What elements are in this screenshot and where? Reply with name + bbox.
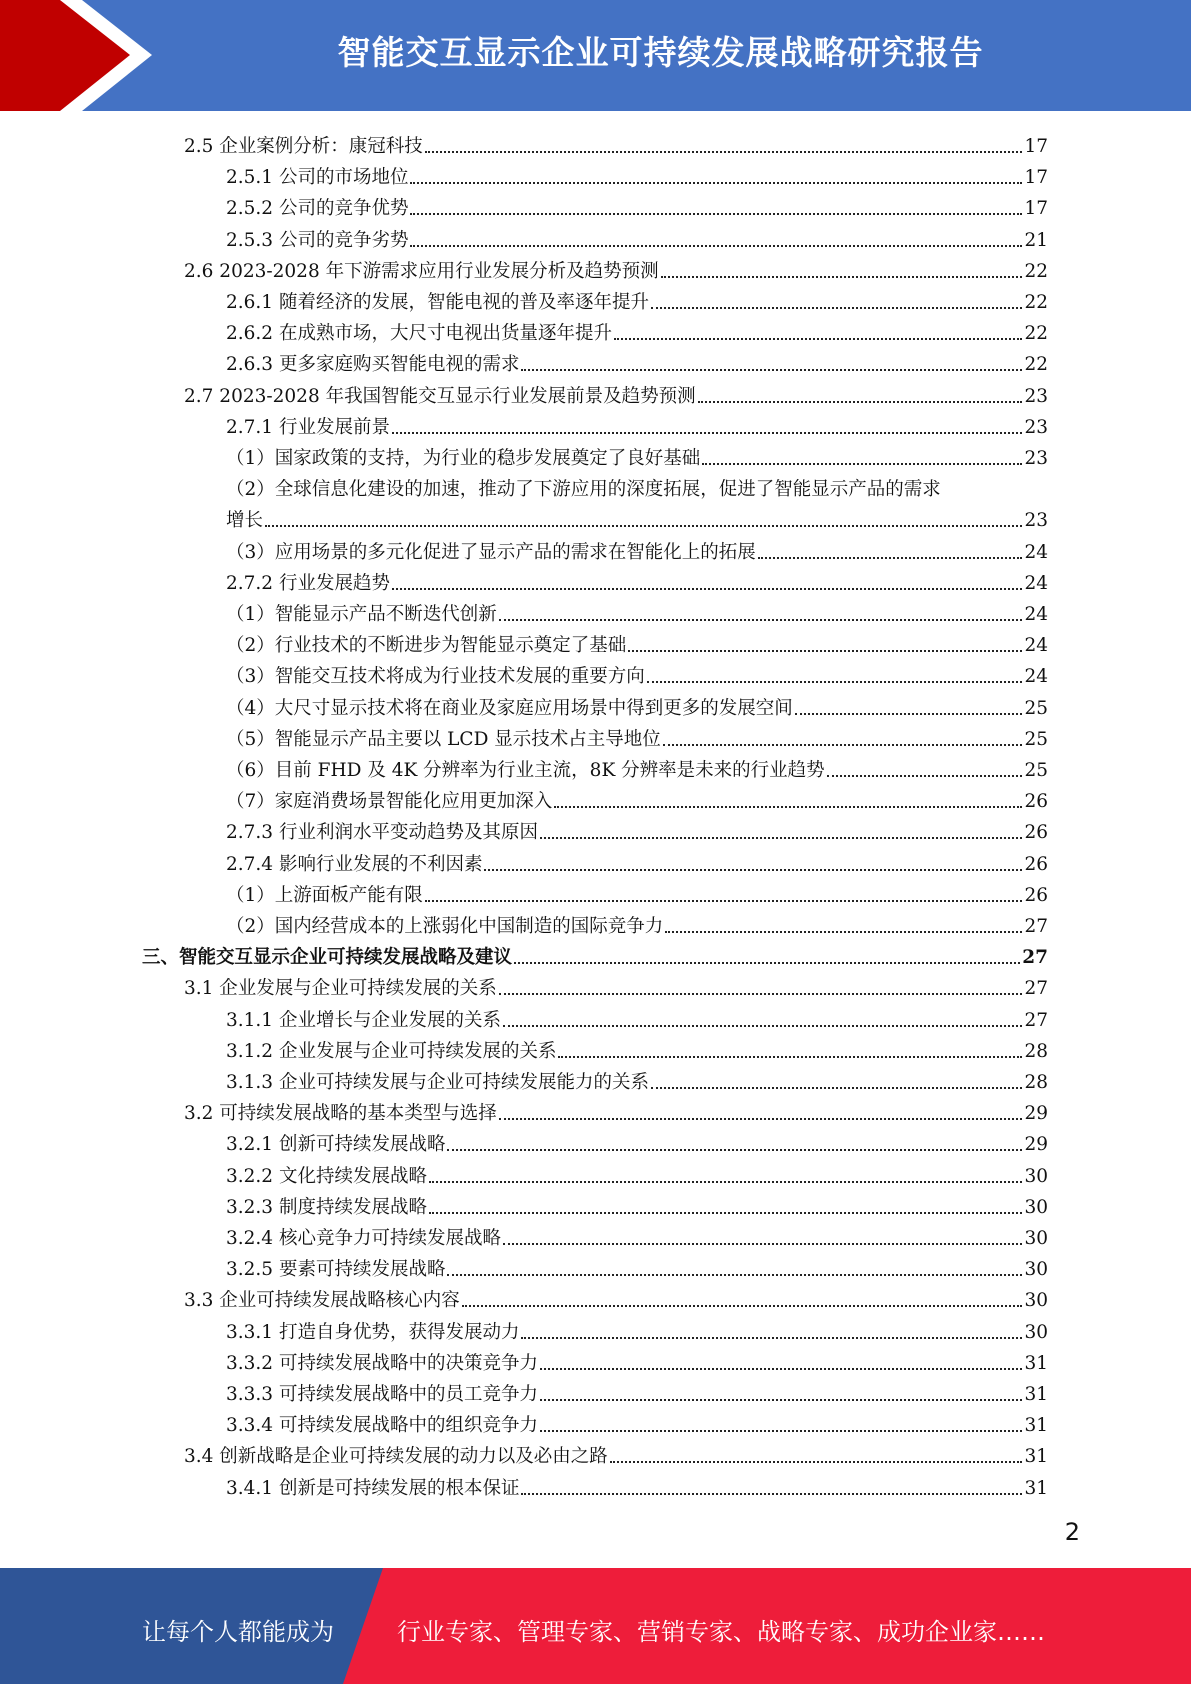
toc-entry-title: 3.3.1 打造自身优势，获得发展动力 bbox=[226, 1321, 520, 1343]
toc-entry-page: 22 bbox=[1024, 354, 1048, 376]
toc-entry-page: 31 bbox=[1024, 1446, 1048, 1468]
toc-entry[interactable] bbox=[226, 345, 1048, 376]
toc-entry-title: 2.5 企业案例分析：康冠科技 bbox=[184, 136, 423, 157]
toc-entry-page: 24 bbox=[1024, 635, 1048, 657]
toc-entry[interactable] bbox=[226, 845, 1048, 876]
toc-entry[interactable] bbox=[226, 1032, 1048, 1063]
toc-entry-page: 31 bbox=[1024, 1477, 1048, 1499]
toc-entry-page: 24 bbox=[1024, 541, 1048, 563]
toc-entry-page: 22 bbox=[1024, 323, 1048, 345]
toc-entry-title: 3.3.2 可持续发展战略中的决策竞争力 bbox=[226, 1352, 538, 1374]
toc-entry-page: 22 bbox=[1024, 292, 1048, 313]
footer-slogan-left: 让每个人都能成为 bbox=[142, 1618, 334, 1646]
toc-entry[interactable] bbox=[226, 1188, 1048, 1219]
toc-entry-title: （5）智能显示产品主要以 LCD 显示技术占主导地位 bbox=[226, 728, 661, 750]
toc-entry[interactable] bbox=[184, 127, 1048, 158]
toc-entry-page: 24 bbox=[1024, 572, 1048, 594]
toc-entry[interactable] bbox=[184, 969, 1048, 1000]
toc-entry-page: 25 bbox=[1024, 697, 1048, 719]
toc-entry-title: 3.3.3 可持续发展战略中的员工竞争力 bbox=[226, 1384, 538, 1405]
toc-entry[interactable] bbox=[184, 252, 1048, 283]
toc-entry[interactable] bbox=[226, 1125, 1048, 1156]
toc-entry-page: 23 bbox=[1024, 510, 1048, 532]
toc-dot-leader bbox=[462, 1305, 1023, 1307]
toc-entry-page: 26 bbox=[1024, 853, 1048, 875]
page-number: 2 bbox=[1064, 1518, 1080, 1546]
toc-entry[interactable] bbox=[142, 938, 1048, 969]
toc-entry-page: 31 bbox=[1024, 1352, 1048, 1374]
toc-dot-leader bbox=[521, 1337, 1022, 1339]
toc-entry-page: 26 bbox=[1024, 884, 1048, 906]
toc-entry-page: 31 bbox=[1024, 1384, 1048, 1405]
toc-entry-page: 25 bbox=[1024, 728, 1048, 750]
toc-dot-leader bbox=[663, 744, 1023, 746]
page-header bbox=[0, 0, 1191, 111]
toc-entry[interactable] bbox=[226, 1157, 1048, 1188]
toc-dot-leader bbox=[540, 1399, 1022, 1401]
toc-entry-title: 3.1.1 企业增长与企业发展的关系 bbox=[226, 1009, 501, 1031]
toc-entry[interactable] bbox=[184, 377, 1048, 408]
toc-entry[interactable] bbox=[226, 408, 1048, 439]
toc-entry-page: 29 bbox=[1024, 1103, 1048, 1125]
toc-dot-leader bbox=[499, 993, 1023, 995]
toc-dot-leader bbox=[827, 775, 1023, 777]
toc-dot-leader bbox=[628, 650, 1022, 652]
toc-entry-title: 2.7.4 影响行业发展的不利因素 bbox=[226, 853, 483, 875]
toc-dot-leader bbox=[425, 151, 1023, 153]
toc-entry-title: 2.5.2 公司的竞争优势 bbox=[226, 198, 409, 220]
toc-entry[interactable] bbox=[226, 1001, 1048, 1032]
toc-entry-title: 2.6.3 更多家庭购买智能电视的需求 bbox=[226, 354, 520, 376]
toc-entry-title: 3.2.5 要素可持续发展战略 bbox=[226, 1259, 446, 1281]
toc-entry[interactable] bbox=[226, 657, 1048, 688]
toc-entry[interactable] bbox=[226, 720, 1048, 751]
toc-entry-title: （6）目前 FHD 及 4K 分辨率为行业主流，8K 分辨率是未来的行业趋势 bbox=[226, 760, 825, 781]
toc-dot-leader bbox=[499, 619, 1023, 621]
toc-dot-leader bbox=[503, 1025, 1022, 1027]
toc-entry-page: 30 bbox=[1024, 1290, 1048, 1312]
toc-entry-title: 3.1.2 企业发展与企业可持续发展的关系 bbox=[226, 1040, 557, 1062]
toc-dot-leader bbox=[540, 837, 1022, 839]
toc-entry[interactable] bbox=[226, 283, 1048, 314]
toc-dot-leader bbox=[392, 432, 1022, 434]
toc-entry-page: 30 bbox=[1024, 1228, 1048, 1249]
toc-dot-leader bbox=[698, 401, 1023, 403]
toc-entry-title: 2.7 2023-2028 年我国智能交互显示行业发展前景及趋势预测 bbox=[184, 385, 696, 407]
toc-dot-leader bbox=[429, 1212, 1022, 1214]
toc-entry-title: 2.6.1 随着经济的发展，智能电视的普及率逐年提升 bbox=[226, 292, 649, 313]
red-arrow-logo-icon bbox=[0, 0, 160, 111]
toc-dot-leader bbox=[499, 1118, 1023, 1120]
toc-entry-title: （1）国家政策的支持，为行业的稳步发展奠定了良好基础 bbox=[226, 448, 701, 469]
toc-dot-leader bbox=[651, 1087, 1022, 1089]
toc-entry-page: 26 bbox=[1024, 822, 1048, 844]
toc-dot-leader bbox=[554, 806, 1022, 808]
toc-entry[interactable] bbox=[226, 221, 1048, 252]
toc-entry[interactable] bbox=[226, 439, 1048, 470]
toc-dot-leader bbox=[702, 463, 1022, 465]
toc-entry-title: 2.6 2023-2028 年下游需求应用行业发展分析及趋势预测 bbox=[184, 260, 659, 282]
toc-entry-page: 30 bbox=[1024, 1165, 1048, 1187]
toc-dot-leader bbox=[425, 900, 1023, 902]
toc-entry-title: 2.6.2 在成熟市场，大尺寸电视出货量逐年提升 bbox=[226, 323, 612, 345]
toc-entry-page: 27 bbox=[1022, 947, 1048, 969]
toc-entry-page: 24 bbox=[1024, 604, 1048, 625]
toc-entry-title: 2.5.1 公司的市场地位 bbox=[226, 167, 409, 189]
toc-dot-leader bbox=[610, 1461, 1023, 1463]
toc-entry-title: 3.3 企业可持续发展战略核心内容 bbox=[184, 1290, 460, 1312]
toc-entry-title: （4）大尺寸显示技术将在商业及家庭应用场景中得到更多的发展空间 bbox=[226, 697, 793, 719]
toc-entry[interactable] bbox=[226, 751, 1048, 782]
toc-entry-title: 3.1 企业发展与企业可持续发展的关系 bbox=[184, 978, 497, 1000]
toc-entry-page: 24 bbox=[1024, 666, 1048, 688]
toc-entry-title: 3.2.3 制度持续发展战略 bbox=[226, 1196, 427, 1218]
toc-dot-leader bbox=[410, 213, 1022, 215]
toc-entry-page: 17 bbox=[1024, 167, 1048, 189]
toc-entry[interactable] bbox=[226, 1469, 1048, 1500]
toc-entry-page: 31 bbox=[1024, 1415, 1048, 1437]
footer-slogan-right: 行业专家、管理专家、营销专家、战略专家、成功企业家…… bbox=[397, 1618, 1045, 1646]
toc-entry[interactable] bbox=[226, 626, 1048, 657]
toc-entry-title: 3.2.2 文化持续发展战略 bbox=[226, 1165, 427, 1187]
toc-dot-leader bbox=[758, 557, 1023, 559]
toc-dot-leader bbox=[521, 1493, 1022, 1495]
toc-entry-page: 28 bbox=[1024, 1040, 1048, 1062]
toc-dot-leader bbox=[540, 1368, 1022, 1370]
toc-entry-title: 3.2.1 创新可持续发展战略 bbox=[226, 1134, 446, 1156]
toc-entry[interactable] bbox=[226, 1375, 1048, 1406]
toc-entry-title: （2）国内经营成本的上涨弱化中国制造的国际竞争力 bbox=[226, 916, 664, 937]
toc-entry-title: 3.2.4 核心竞争力可持续发展战略 bbox=[226, 1228, 501, 1249]
toc-dot-leader bbox=[651, 307, 1022, 309]
toc-entry-title: 3.3.4 可持续发展战略中的组织竞争力 bbox=[226, 1415, 538, 1437]
toc-entry[interactable] bbox=[226, 1250, 1048, 1281]
toc-entry-page: 25 bbox=[1024, 760, 1048, 781]
toc-entry-title: 三、智能交互显示企业可持续发展战略及建议 bbox=[142, 947, 513, 969]
toc-entry-title: 3.2 可持续发展战略的基本类型与选择 bbox=[184, 1103, 497, 1125]
toc-dot-leader bbox=[521, 369, 1022, 371]
toc-entry[interactable] bbox=[226, 314, 1048, 345]
page-footer bbox=[0, 1568, 1191, 1684]
toc-entry-page: 23 bbox=[1024, 385, 1048, 407]
toc-entry[interactable] bbox=[226, 501, 1048, 532]
toc-entry[interactable] bbox=[226, 158, 1048, 189]
toc-entry-page: 30 bbox=[1024, 1321, 1048, 1343]
toc-entry-title: （1）智能显示产品不断迭代创新 bbox=[226, 604, 497, 625]
toc-entry[interactable] bbox=[226, 813, 1048, 844]
toc-dot-leader bbox=[661, 276, 1023, 278]
toc-entry-title: （1）上游面板产能有限 bbox=[226, 884, 423, 906]
toc-dot-leader bbox=[665, 931, 1022, 933]
toc-entry[interactable] bbox=[226, 907, 1048, 938]
toc-entry[interactable] bbox=[226, 1219, 1048, 1250]
toc-entry[interactable] bbox=[226, 1313, 1048, 1344]
toc-dot-leader bbox=[410, 245, 1022, 247]
toc-entry-page: 30 bbox=[1024, 1196, 1048, 1218]
toc-entry-page: 22 bbox=[1024, 260, 1048, 282]
toc-entry-continuation: 增长 bbox=[226, 510, 264, 532]
toc-entry[interactable] bbox=[226, 876, 1048, 907]
toc-entry[interactable] bbox=[184, 1094, 1048, 1125]
toc-dot-leader bbox=[447, 1274, 1022, 1276]
toc-entry-page: 21 bbox=[1024, 229, 1048, 251]
toc-entry[interactable] bbox=[226, 533, 1048, 564]
toc-entry-title: 3.1.3 企业可持续发展与企业可持续发展能力的关系 bbox=[226, 1072, 649, 1093]
toc-dot-leader bbox=[514, 962, 1020, 964]
toc-entry-page: 27 bbox=[1024, 978, 1048, 1000]
toc-entry[interactable] bbox=[226, 1063, 1048, 1094]
toc-dot-leader bbox=[265, 525, 1022, 527]
toc-entry-page: 23 bbox=[1024, 448, 1048, 469]
toc-dot-leader bbox=[447, 1149, 1022, 1151]
toc-entry-page: 27 bbox=[1024, 916, 1048, 937]
toc-entry-page: 27 bbox=[1024, 1009, 1048, 1031]
toc-entry-title: （3）应用场景的多元化促进了显示产品的需求在智能化上的拓展 bbox=[226, 541, 756, 563]
toc-entry-title: 2.7.1 行业发展前景 bbox=[226, 416, 390, 438]
toc-dot-leader bbox=[795, 713, 1023, 715]
toc-entry-page: 29 bbox=[1024, 1134, 1048, 1156]
toc-entry-page: 30 bbox=[1024, 1259, 1048, 1281]
toc-entry-title: （2）全球信息化建设的加速，推动了下游应用的深度拓展，促进了智能显示产品的需求 bbox=[226, 479, 941, 501]
toc-dot-leader bbox=[429, 1181, 1022, 1183]
toc-entry-page: 17 bbox=[1024, 136, 1048, 157]
toc-dot-leader bbox=[410, 182, 1022, 184]
toc-entry-title: 2.7.3 行业利润水平变动趋势及其原因 bbox=[226, 822, 538, 844]
toc-entry-page: 28 bbox=[1024, 1072, 1048, 1093]
page-title: 智能交互显示企业可持续发展战略研究报告 bbox=[337, 33, 984, 72]
toc-entry[interactable] bbox=[184, 1437, 1048, 1468]
toc-entry[interactable] bbox=[226, 189, 1048, 220]
toc-entry[interactable] bbox=[226, 1344, 1048, 1375]
toc-dot-leader bbox=[558, 1056, 1022, 1058]
toc-entry-page: 17 bbox=[1024, 198, 1048, 220]
toc-entry-title: （2）行业技术的不断进步为智能显示奠定了基础 bbox=[226, 635, 627, 657]
toc-entry-title: （7）家庭消费场景智能化应用更加深入 bbox=[226, 791, 553, 813]
toc-entry[interactable] bbox=[226, 564, 1048, 595]
toc-entry-title: 3.4.1 创新是可持续发展的根本保证 bbox=[226, 1477, 520, 1499]
toc-entry-title: 2.5.3 公司的竞争劣势 bbox=[226, 229, 409, 251]
toc-dot-leader bbox=[647, 681, 1023, 683]
toc-dot-leader bbox=[540, 1430, 1022, 1432]
toc-dot-leader bbox=[503, 1243, 1022, 1245]
toc-dot-leader bbox=[614, 338, 1022, 340]
toc-entry-page: 23 bbox=[1024, 416, 1048, 438]
toc-entry-title: 2.7.2 行业发展趋势 bbox=[226, 572, 390, 594]
toc-dot-leader bbox=[392, 588, 1022, 590]
toc-entry[interactable] bbox=[226, 595, 1048, 626]
toc-entry[interactable] bbox=[226, 689, 1048, 720]
toc-dot-leader bbox=[484, 869, 1022, 871]
toc-entry-title: （3）智能交互技术将成为行业技术发展的重要方向 bbox=[226, 666, 645, 688]
toc-entry[interactable] bbox=[226, 1406, 1048, 1437]
toc-entry[interactable] bbox=[184, 1281, 1048, 1312]
toc-entry-page: 26 bbox=[1024, 791, 1048, 813]
toc-entry-title: 3.4 创新战略是企业可持续发展的动力以及必由之路 bbox=[184, 1446, 608, 1468]
toc-entry[interactable] bbox=[226, 782, 1048, 813]
